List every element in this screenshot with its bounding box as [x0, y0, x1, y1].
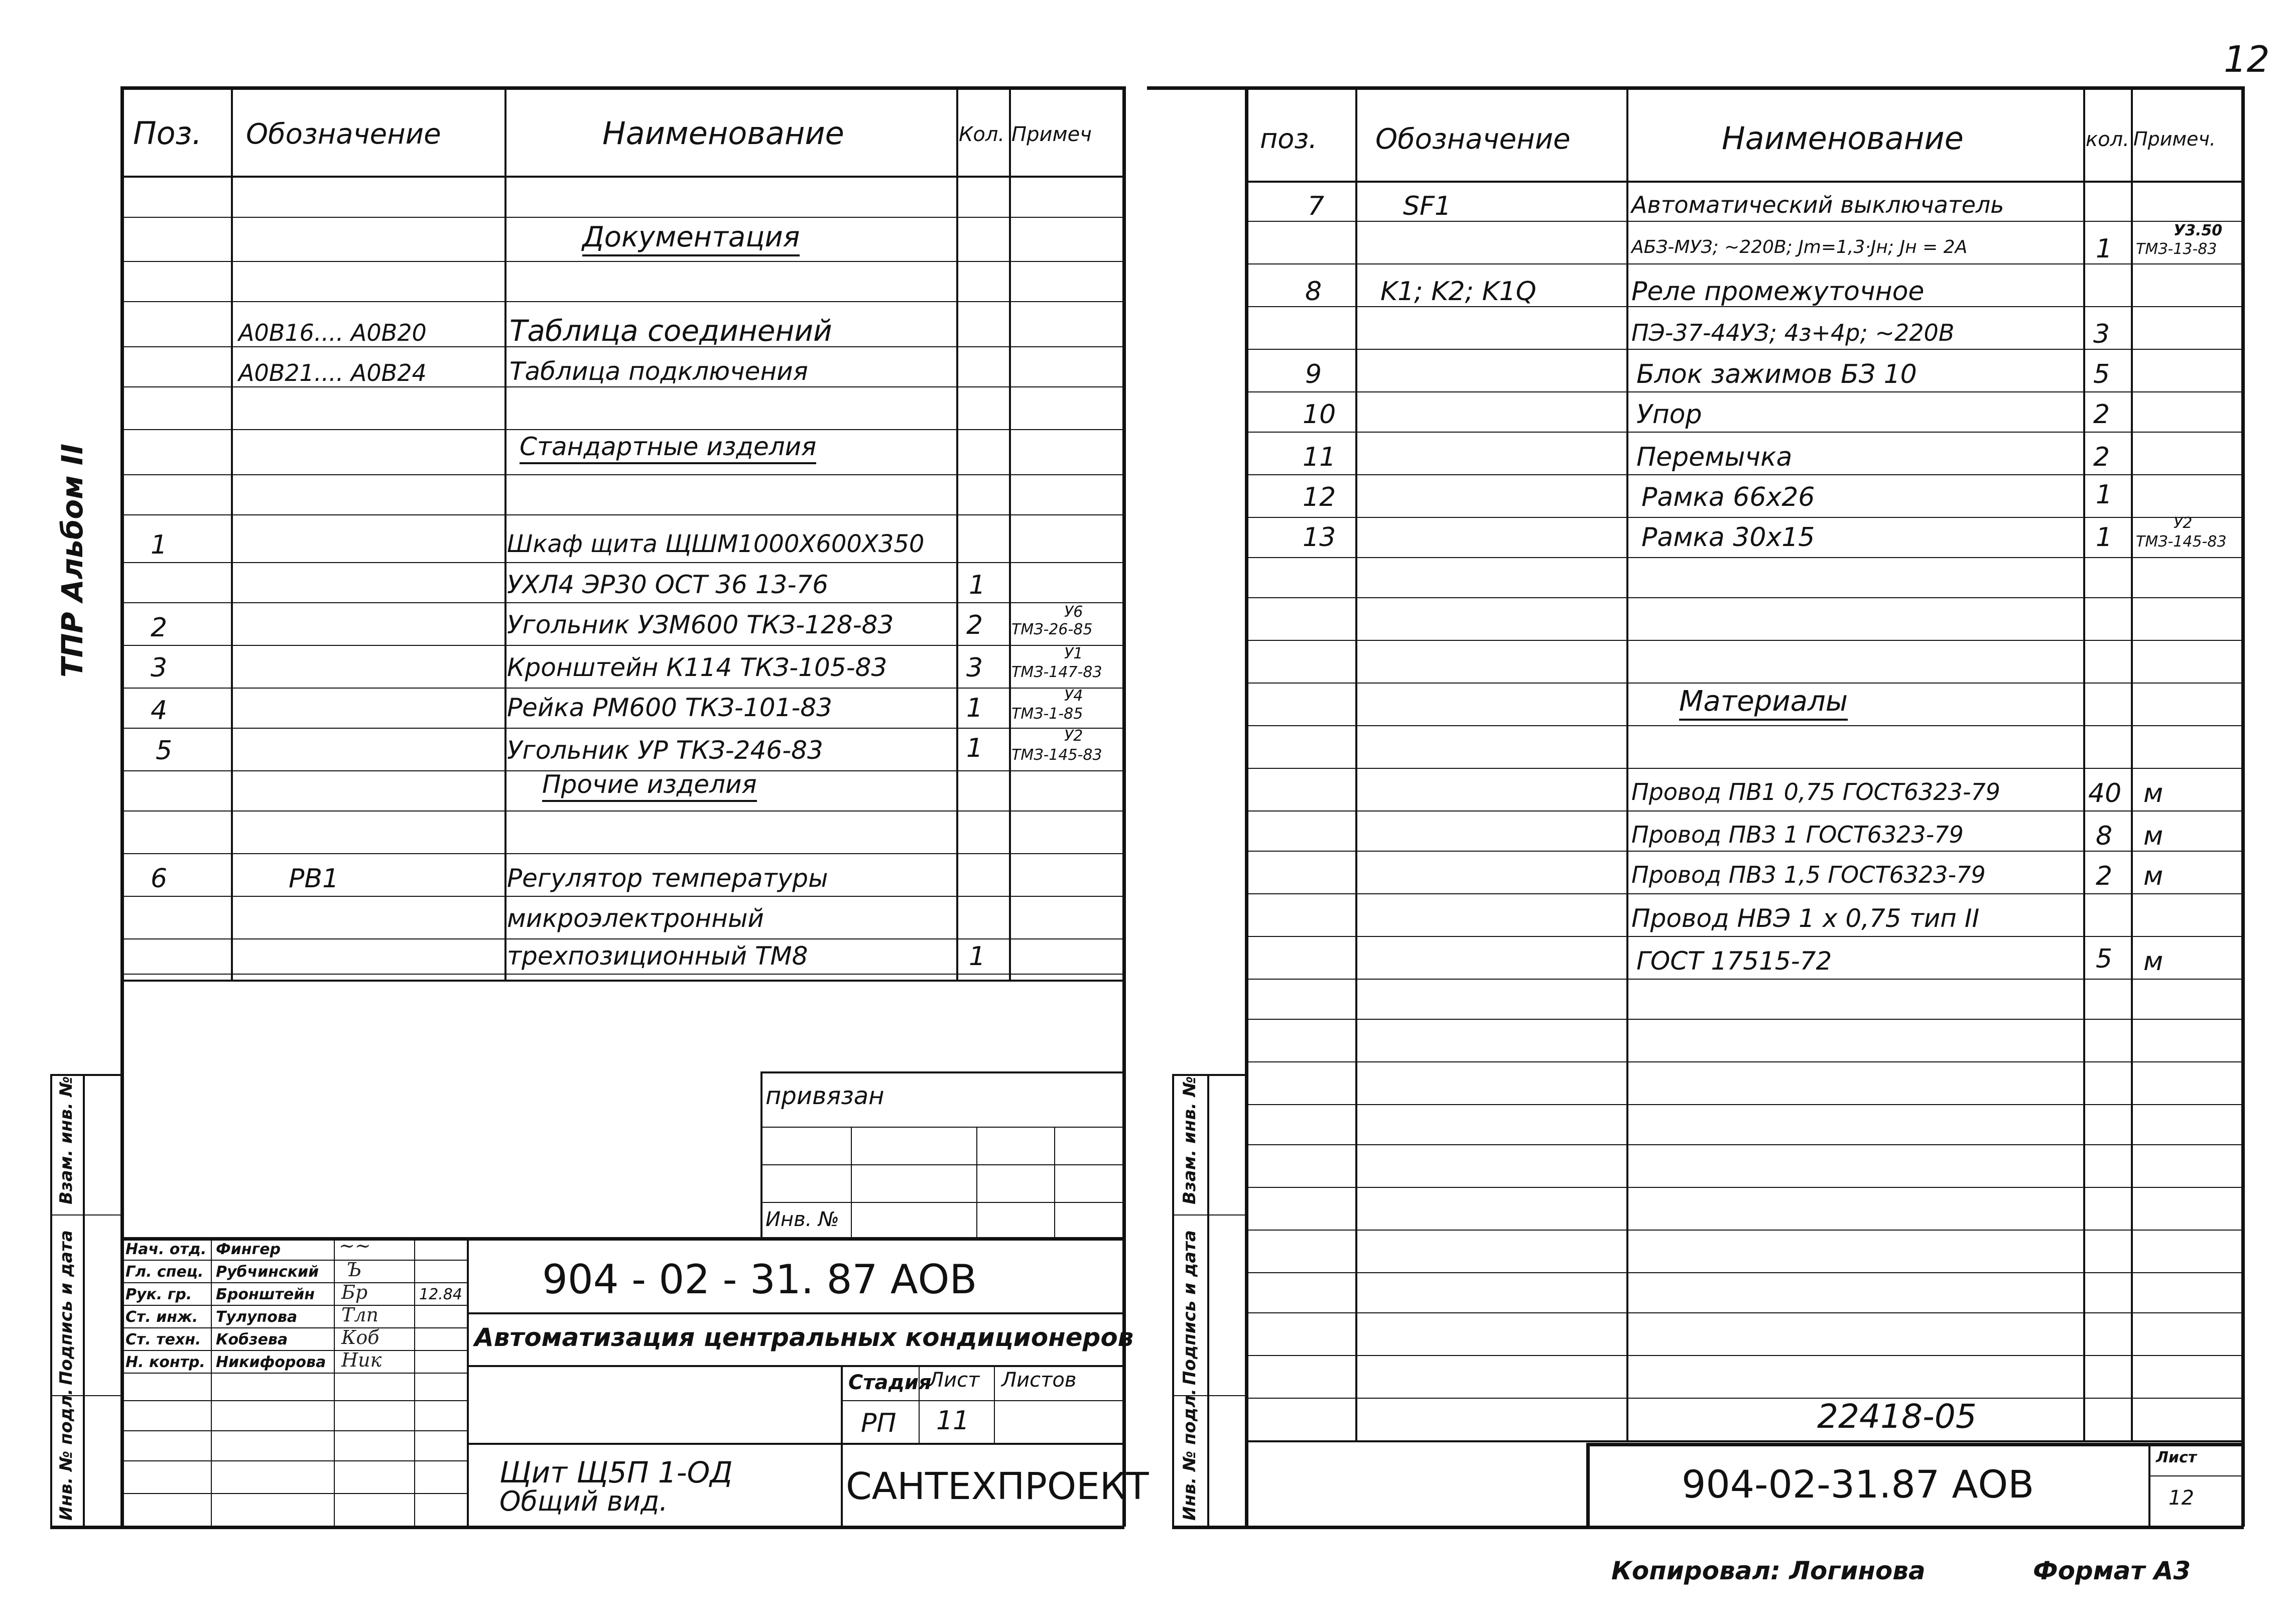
drawing-sheet: 12 ТПР Альбом II Поз. Обозначение Наименование Кол. Примеч Документация Стандартные изделия Прочие изделия А0В16.... А0В20 Таблица соединений А0В21.... А0В24 Таблица подключения 1 Шкаф щита ЩШМ1000Х600Х350 УХЛ4 ЭР30 ОСТ 36 13-76 1 2 Угольник УЗМ600 ТКЗ-128-83 2 У6 ТМЗ-26-85 3 Кронштейн К114 ТКЗ-105-83 3 У1 ТМЗ-147-83 4 Рейка РМ600 ТКЗ-101-83 1 У4 ТМЗ-1-85 5 Угольник УР ТКЗ-246-83 1 У2 ТМЗ-145-83 6 РВ1 Регулятор температуры микроэлектронный трехпозиционный ТМ8 1 привязан Инв. № Нач. отд. Фингер ~~ Гл. спец. Рубчинский Ъ Рук. гр. Бронштейн Бр 12.84 Ст. инж. Тулупова Тлп Ст. техн. Кобзева Коб Н. контр. Никифорова Ник 904 - 02 - 31. 87 АОВ Автоматизация центральных кондиционеров Стадия Лист Листов РП 11 Щит Щ5П 1-ОД Общий вид. САНТЕХПРОЕКТ Взам. инв. № Подпись и дата Инв. № подл. поз. Обозначение Наименование кол. Примеч. Материалы 7 SF1 Автоматический выключатель АБЗ-МУЗ; ~220В; Jm=1,3·Jн; Jн = 2А 1 У3.50 ТМЗ-13-83 8 K1; K2; K1Q Реле промежуточное ПЭ-37-44УЗ; 4з+4р; ~220В 3 9 Блок зажимов БЗ 10 5 10 Упор 2 11 Перемычка 2 12 Рамка 66х26 1 13 Рамка 30х15 1 У2 ТМЗ-145-83 Провод ПВ1 0,75 ГОСТ6323-79 40 м Провод ПВ3 1 ГОСТ6323-79 8 м Провод ПВ3 1,5 ГОСТ6323-79 2 м Провод НВЭ 1 х 0,75 тип II ГОСТ 17515-72 5 м 22418-05 904-02-31.87 АОВ Лист 12 Взам. инв. № Подпись и дата Инв. № подл. Копировал: Логинова Формат А3 — [0, 0, 2294, 1624]
section-standard-items: Стандартные изделия — [520, 434, 816, 464]
side-label-replace-inv: Взам. инв. № — [56, 1076, 76, 1204]
right-side-label-replace-inv: Взам. инв. № — [1180, 1076, 1200, 1204]
section-documentation: Документация — [582, 223, 800, 256]
left-header-note: Примеч — [1011, 123, 1092, 146]
right-sheet-value: 12 — [2169, 1486, 2194, 1510]
side-label-signature-date: Подпись и дата — [56, 1230, 76, 1385]
left-header-qty: Кол. — [959, 123, 1005, 146]
right-header-name: Наименование — [1722, 120, 1964, 157]
album-label: ТПР Альбом II — [55, 444, 89, 678]
right-side-label-original-inv: Инв. № подл. — [1180, 1388, 1200, 1521]
project-title: Автоматизация центральных кондиционеров — [474, 1323, 1134, 1352]
sheet-value: 11 — [936, 1406, 970, 1436]
sheets-label: Листов — [1001, 1369, 1077, 1392]
stamp-date: 12.84 — [419, 1286, 462, 1303]
organization: САНТЕХПРОЕКТ — [846, 1465, 1149, 1508]
section-other-items: Прочие изделия — [542, 772, 757, 802]
right-doc-code: 904-02-31.87 АОВ — [1682, 1462, 2034, 1507]
sheet-label: Лист — [929, 1369, 980, 1392]
page-number: 12 — [2224, 38, 2270, 80]
stage-value: РП — [861, 1408, 897, 1438]
left-header-name: Наименование — [602, 115, 844, 152]
right-sheet-label: Лист — [2156, 1449, 2197, 1466]
stage-label: Стадия — [848, 1371, 932, 1394]
copied-by: Копировал: Логинова — [1611, 1556, 1926, 1585]
privyazan-label: привязан — [766, 1082, 884, 1110]
sheet-title-2: Общий вид. — [499, 1485, 668, 1517]
doc-code: 904 - 02 - 31. 87 АОВ — [542, 1256, 977, 1303]
right-side-label-signature-date: Подпись и дата — [1180, 1230, 1200, 1385]
doc-number: 22418-05 — [1817, 1397, 1977, 1436]
side-label-original-inv: Инв. № подл. — [56, 1388, 76, 1521]
right-header-designation: Обозначение — [1375, 123, 1571, 156]
right-header-note: Примеч. — [2133, 128, 2216, 150]
left-header-designation: Обозначение — [246, 118, 441, 151]
section-materials: Материалы — [1679, 688, 1848, 721]
left-header-pos: Поз. — [133, 115, 202, 152]
right-header-qty: кол. — [2086, 128, 2129, 151]
sheet-title-1: Щит Щ5П 1-ОД — [499, 1455, 733, 1490]
paper-format: Формат А3 — [2033, 1556, 2191, 1585]
inv-no-label: Инв. № — [766, 1208, 839, 1231]
right-header-pos: поз. — [1260, 123, 1318, 155]
